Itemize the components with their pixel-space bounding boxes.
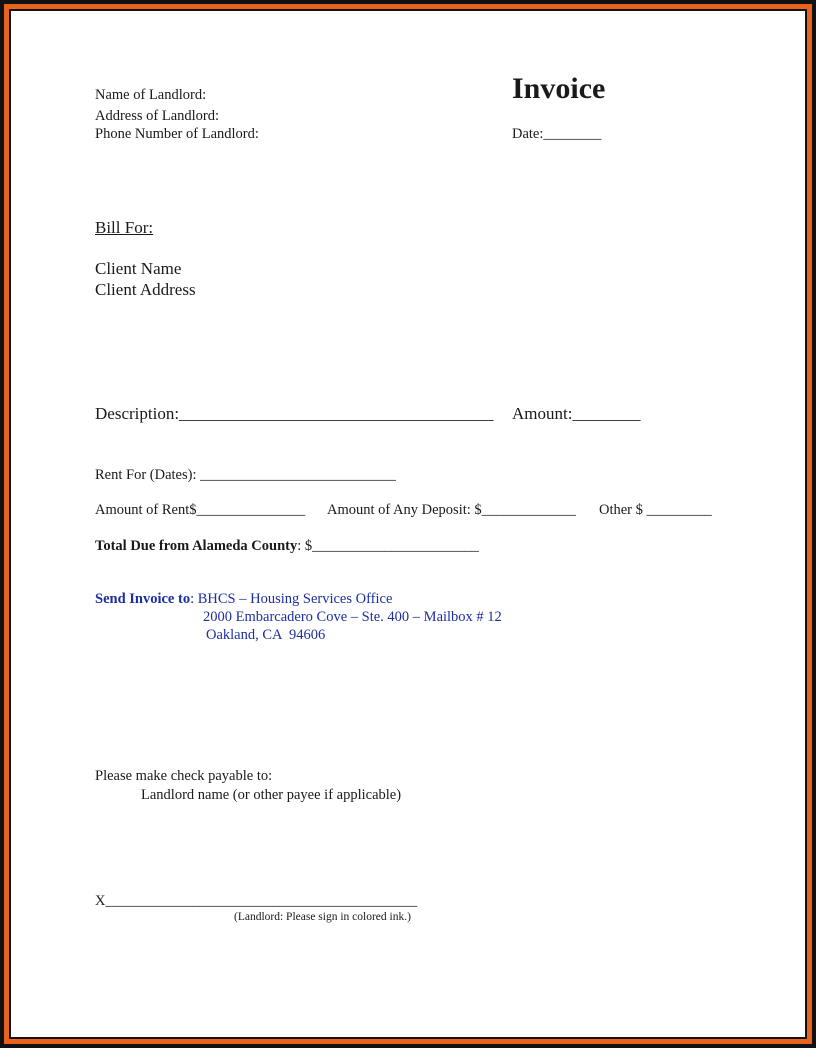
description-field: Description:_____________________________________ xyxy=(95,404,494,423)
send-invoice-row xyxy=(95,591,392,608)
payable-label: Please make check payable to: xyxy=(95,768,273,784)
signature-line: X___________________________________________ xyxy=(95,893,418,909)
total-due-label: Total Due from Alameda County xyxy=(95,538,298,554)
invoice-title: Invoice xyxy=(512,72,606,105)
deposit-field: Amount of Any Deposit: $_____________ xyxy=(327,502,576,518)
amount-of-rent-field: Amount of Rent$_______________ xyxy=(95,502,306,518)
signature-note: (Landlord: Please sign in colored ink.) xyxy=(234,911,411,923)
send-invoice-label: Send Invoice to xyxy=(95,591,191,607)
date-field: Date:________ xyxy=(512,126,602,142)
client-name: Client Name xyxy=(95,259,182,278)
send-invoice-org: : BHCS – Housing Services Office xyxy=(190,591,393,607)
send-invoice-city: Oakland, CA 94606 xyxy=(206,627,326,643)
other-field: Other $ _________ xyxy=(599,502,712,518)
rent-for-field: Rent For (Dates): ___________________________ xyxy=(95,467,396,483)
amount-field: Amount:________ xyxy=(512,404,641,423)
bill-for-heading: Bill For: xyxy=(95,218,154,237)
client-address: Client Address xyxy=(95,280,196,299)
payable-name: Landlord name (or other payee if applicable) xyxy=(141,787,402,803)
landlord-address-label: Address of Landlord: xyxy=(95,108,220,124)
invoice-page xyxy=(11,11,805,1037)
landlord-phone-label: Phone Number of Landlord: xyxy=(95,126,259,142)
total-due-value: : $_______________________ xyxy=(297,538,479,554)
total-due-row xyxy=(95,538,479,555)
send-invoice-street: 2000 Embarcadero Cove – Ste. 400 – Mailbox # 12 xyxy=(203,609,502,625)
landlord-name-label: Name of Landlord: xyxy=(95,87,207,103)
